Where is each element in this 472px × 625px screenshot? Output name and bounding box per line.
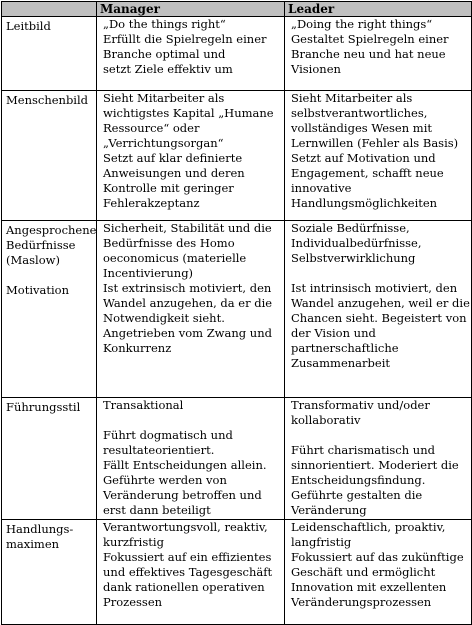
header-cell-manager: Manager	[97, 2, 285, 17]
cell-text-line: Individualbedürfnisse,	[291, 236, 422, 250]
cell-text-line: Fällt Entscheidungen allein.	[103, 458, 267, 472]
manager-cell	[97, 398, 285, 520]
cell-text-line: Fehlerakzeptanz	[103, 196, 200, 210]
table-row	[2, 91, 472, 221]
cell-text-line: und effektives Tagesgeschäft	[103, 565, 273, 579]
cell-text-line: kurzfristig	[103, 535, 164, 549]
cell-text-line: Selbstverwirklichung	[291, 251, 416, 265]
cell-text-line: Handlungsmöglichkeiten	[291, 196, 438, 210]
cell-text-line: Kontrolle mit geringer	[103, 181, 234, 195]
cell-text-line: Chancen sieht. Begeistert von	[291, 311, 467, 325]
cell-text-line: Ist extrinsisch motiviert, den	[103, 281, 272, 295]
table-row	[2, 221, 472, 398]
cell-text-line: Führt dogmatisch und	[103, 428, 233, 442]
cell-text-line: Visionen	[291, 62, 341, 76]
cell-text-line: Erfüllt die Spielregeln einer	[103, 32, 267, 46]
cell-text-line: Setzt auf Motivation und	[291, 151, 436, 165]
cell-text-line: Ist intrinsisch motiviert, den	[291, 281, 458, 295]
cell-text-line: Branche neu und hat neue	[291, 47, 446, 61]
cell-text-line: innovative	[291, 181, 352, 195]
cell-text-line: wichtigstes Kapital „Humane	[103, 106, 274, 120]
manager-cell	[97, 17, 285, 91]
leadership-comparison-table	[1, 1, 472, 625]
cell-text-line: „Do the things right“	[103, 17, 226, 31]
cell-text-line: Motivation	[6, 283, 69, 297]
cell-text-line: Geschäft und ermöglicht	[291, 565, 436, 579]
cell-text-line: oeconomicus (materielle	[103, 251, 247, 265]
cell-text-line: Wandel anzugehen, da er die	[103, 296, 273, 310]
cell-text-line: Handlungs-	[6, 522, 74, 536]
cell-text-line: kollaborativ	[291, 413, 361, 427]
cell-text-line: Lernwillen (Fehler als Basis)	[291, 136, 459, 150]
cell-text-line: Setzt auf klar definierte	[103, 151, 243, 165]
blank-line	[6, 268, 93, 283]
leader-cell	[285, 17, 472, 91]
blank-line	[103, 413, 281, 428]
header-row	[2, 2, 472, 17]
cell-text-line: Prozessen	[103, 595, 163, 609]
cell-text-line: Angesprochene	[6, 223, 97, 237]
blank-line	[291, 266, 468, 281]
cell-text-line: setzt Ziele effektiv um	[103, 62, 233, 76]
cell-text-line: „Doing the right things“	[291, 17, 433, 31]
cell-text-line: Bedürfnisse	[6, 238, 76, 252]
cell-text-line: Angetrieben vom Zwang und	[103, 326, 272, 340]
cell-text-line: Veränderung	[291, 503, 367, 517]
cell-text-line: Sieht Mitarbeiter als	[103, 91, 225, 105]
cell-text-line: Soziale Bedürfnisse,	[291, 221, 410, 235]
manager-cell	[97, 221, 285, 398]
row-label-cell	[2, 520, 97, 625]
row-label-cell	[2, 221, 97, 398]
cell-text-line: partnerschaftliche	[291, 341, 399, 355]
cell-text-line: Menschenbild	[6, 93, 89, 107]
row-label-cell	[2, 398, 97, 520]
blank-line	[291, 428, 468, 443]
leader-cell	[285, 221, 472, 398]
cell-text-line: Geführte werden von	[103, 473, 227, 487]
cell-text-line: Branche optimal und	[103, 47, 226, 61]
row-label-cell	[2, 17, 97, 91]
cell-text-line: erst dann beteiligt	[103, 503, 211, 517]
cell-text-line: vollständiges Wesen mit	[291, 121, 432, 135]
table-row	[2, 17, 472, 91]
cell-text-line: Sieht Mitarbeiter als	[291, 91, 413, 105]
cell-text-line: Anweisungen und deren	[103, 166, 245, 180]
cell-text-line: langfristig	[291, 535, 352, 549]
cell-text-line: der Vision und	[291, 326, 376, 340]
cell-text-line: Notwendigkeit sieht.	[103, 311, 225, 325]
manager-cell	[97, 520, 285, 625]
cell-text-line: maximen	[6, 537, 60, 551]
cell-text-line: Veränderungsprozessen	[291, 595, 432, 609]
cell-text-line: Wandel anzugehen, weil er die	[291, 296, 470, 310]
header-cell-leader: Leader	[285, 2, 472, 17]
cell-text-line: Incentivierung)	[103, 266, 194, 280]
cell-text-line: Fokussiert auf ein effizientes	[103, 550, 272, 564]
cell-text-line: Engagement, schafft neue	[291, 166, 444, 180]
cell-text-line: Transaktional	[103, 398, 184, 412]
leader-cell	[285, 398, 472, 520]
cell-text-line: Fokussiert auf das zukünftige	[291, 550, 464, 564]
cell-text-line: selbstverantwortliches,	[291, 106, 428, 120]
cell-text-line: sinnorientiert. Moderiert die	[291, 458, 459, 472]
cell-text-line: Bedürfnisse des Homo	[103, 236, 235, 250]
row-label-cell	[2, 91, 97, 221]
cell-text-line: Ressource“ oder	[103, 121, 200, 135]
table-row	[2, 520, 472, 625]
cell-text-line: Zusammenarbeit	[291, 356, 390, 370]
cell-text-line: (Maslow)	[6, 253, 60, 267]
manager-cell	[97, 91, 285, 221]
cell-text-line: Führt charismatisch und	[291, 443, 435, 457]
cell-text-line: Transformativ und/oder	[291, 398, 430, 412]
cell-text-line: Veränderung betroffen und	[103, 488, 262, 502]
cell-text-line: Innovation mit exzellenten	[291, 580, 447, 594]
cell-text-line: Gestaltet Spielregeln einer	[291, 32, 449, 46]
cell-text-line: Leitbild	[6, 19, 51, 33]
cell-text-line: Verantwortungsvoll, reaktiv,	[103, 520, 268, 534]
table-row	[2, 398, 472, 520]
cell-text-line: Sicherheit, Stabilität und die	[103, 221, 272, 235]
cell-text-line: Entscheidungsfindung.	[291, 473, 426, 487]
cell-text-line: Leidenschaftlich, proaktiv,	[291, 520, 446, 534]
cell-text-line: dank rationellen operativen	[103, 580, 265, 594]
cell-text-line: resultateorientiert.	[103, 443, 215, 457]
cell-text-line: „Verrichtungsorgan“	[103, 136, 224, 150]
leader-cell	[285, 520, 472, 625]
cell-text-line: Konkurrenz	[103, 341, 172, 355]
cell-text-line: Geführte gestalten die	[291, 488, 423, 502]
cell-text-line: Führungsstil	[6, 400, 81, 414]
header-cell-empty	[2, 2, 97, 17]
leader-cell	[285, 91, 472, 221]
